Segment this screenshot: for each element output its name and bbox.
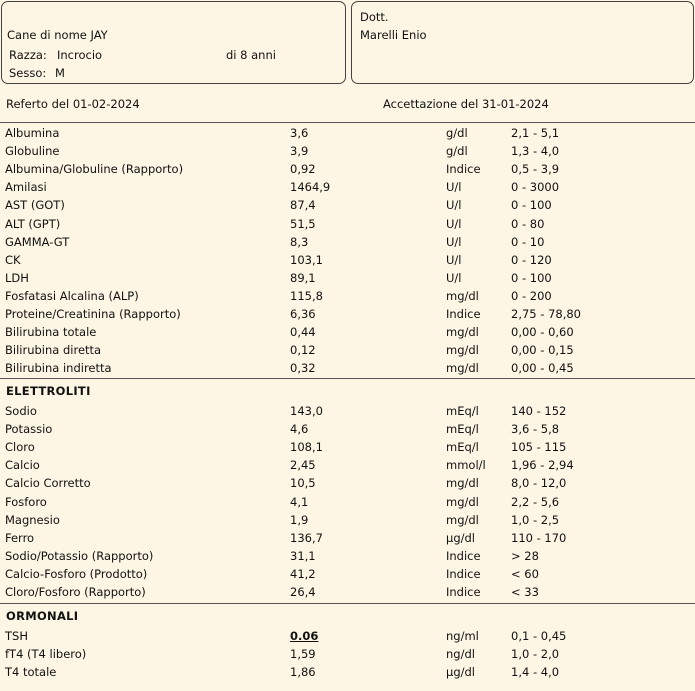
test-name: Globuline bbox=[5, 144, 60, 159]
test-name: Amilasi bbox=[5, 180, 47, 195]
test-unit: Indice bbox=[446, 162, 481, 177]
result-row bbox=[0, 422, 695, 440]
test-unit: mg/dl bbox=[446, 361, 479, 376]
result-row bbox=[0, 567, 695, 585]
reference-range: 2,75 - 78,80 bbox=[511, 307, 581, 321]
test-unit: U/l bbox=[446, 252, 462, 267]
result-row bbox=[0, 271, 695, 289]
result-row bbox=[0, 198, 695, 216]
reference-range: 1,0 - 2,0 bbox=[511, 647, 560, 662]
test-unit: mEq/l bbox=[446, 440, 479, 455]
test-unit: µg/dl bbox=[446, 665, 475, 680]
doctor-title: Dott. bbox=[360, 10, 389, 24]
sex-label: Sesso: bbox=[9, 66, 47, 80]
test-value: 31,1 bbox=[290, 548, 316, 563]
reference-range: 0 - 100 bbox=[511, 270, 552, 285]
patient-name: Cane di nome JAY bbox=[7, 28, 108, 42]
result-row bbox=[0, 476, 695, 494]
reference-range: 1,3 - 4,0 bbox=[511, 144, 560, 159]
breed-value: Incrocio bbox=[57, 48, 103, 62]
test-name: Potassio bbox=[5, 422, 53, 437]
test-unit: mg/dl bbox=[446, 288, 479, 303]
result-row bbox=[0, 343, 695, 361]
test-value: 0,12 bbox=[290, 343, 316, 358]
reference-range: 0,00 - 0,45 bbox=[511, 361, 574, 376]
test-unit: Indice bbox=[446, 548, 481, 563]
test-name: Proteine/Creatinina (Rapporto) bbox=[5, 307, 181, 321]
reference-range: 2,1 - 5,1 bbox=[511, 126, 560, 140]
result-row bbox=[0, 549, 695, 567]
test-value: 0.06 bbox=[290, 629, 319, 643]
reference-range: < 33 bbox=[511, 585, 539, 599]
test-unit: mg/dl bbox=[446, 494, 479, 509]
test-unit: U/l bbox=[446, 234, 462, 249]
test-unit: Indice bbox=[446, 585, 481, 599]
test-unit: ng/ml bbox=[446, 629, 479, 643]
test-name: Cloro bbox=[5, 440, 35, 455]
test-value: 1,9 bbox=[290, 512, 309, 527]
test-unit: U/l bbox=[446, 198, 462, 213]
test-name: T4 totale bbox=[5, 665, 57, 680]
result-row bbox=[0, 325, 695, 343]
reference-range: 2,2 - 5,6 bbox=[511, 494, 560, 509]
test-unit: mg/dl bbox=[446, 325, 479, 340]
test-name: Bilirubina totale bbox=[5, 325, 97, 340]
divider bbox=[0, 122, 695, 123]
result-row bbox=[0, 144, 695, 162]
reference-range: 3,6 - 5,8 bbox=[511, 422, 560, 437]
test-name: Ferro bbox=[5, 530, 35, 545]
test-value: 41,2 bbox=[290, 566, 316, 581]
result-row bbox=[0, 235, 695, 253]
test-name: Calcio bbox=[5, 458, 40, 473]
breed-label: Razza: bbox=[9, 48, 47, 62]
test-name: ALT (GPT) bbox=[5, 216, 61, 231]
test-name: Sodio bbox=[5, 404, 37, 418]
test-name: Albumina bbox=[5, 126, 60, 140]
test-name: Fosfatasi Alcalina (ALP) bbox=[5, 288, 139, 303]
test-unit: U/l bbox=[446, 180, 462, 195]
reference-range: 0 - 200 bbox=[511, 288, 552, 303]
patient-age: di 8 anni bbox=[226, 48, 276, 62]
reference-range: 0,1 - 0,45 bbox=[511, 629, 567, 643]
divider bbox=[0, 378, 695, 379]
reference-range: 1,4 - 4,0 bbox=[511, 665, 560, 680]
test-name: Bilirubina diretta bbox=[5, 343, 102, 358]
test-name: GAMMA-GT bbox=[5, 234, 70, 249]
test-value: 136,7 bbox=[290, 530, 323, 545]
test-value: 0,92 bbox=[290, 162, 316, 177]
test-unit: U/l bbox=[446, 270, 462, 285]
reference-range: 0,00 - 0,60 bbox=[511, 325, 574, 340]
section-title-hormones: ORMONALI bbox=[6, 609, 79, 623]
test-unit: g/dl bbox=[446, 126, 468, 140]
result-row bbox=[0, 585, 695, 603]
test-value: 1,86 bbox=[290, 665, 316, 680]
reference-range: 8,0 - 12,0 bbox=[511, 476, 567, 491]
test-name: Calcio-Fosforo (Prodotto) bbox=[5, 566, 148, 581]
result-row bbox=[0, 162, 695, 180]
test-unit: U/l bbox=[446, 216, 462, 231]
sex-value: M bbox=[55, 66, 65, 80]
test-value: 115,8 bbox=[290, 288, 323, 303]
test-value: 51,5 bbox=[290, 216, 316, 231]
test-unit: mmol/l bbox=[446, 458, 486, 473]
result-row bbox=[0, 404, 695, 422]
reference-range: 105 - 115 bbox=[511, 440, 567, 455]
test-value: 1464,9 bbox=[290, 180, 331, 195]
test-value: 10,5 bbox=[290, 476, 316, 491]
reference-range: 0 - 100 bbox=[511, 198, 552, 213]
reference-range: > 28 bbox=[511, 548, 539, 563]
test-name: fT4 (T4 libero) bbox=[5, 647, 87, 662]
test-value: 4,6 bbox=[290, 422, 309, 437]
test-value: 0,32 bbox=[290, 361, 316, 376]
reference-range: 0,00 - 0,15 bbox=[511, 343, 574, 358]
test-value: 3,9 bbox=[290, 144, 309, 159]
result-row bbox=[0, 440, 695, 458]
result-row bbox=[0, 289, 695, 307]
section-title-electrolytes: ELETTROLITI bbox=[6, 384, 91, 398]
test-value: 8,3 bbox=[290, 234, 309, 249]
result-row bbox=[0, 665, 695, 683]
test-unit: ng/dl bbox=[446, 647, 475, 662]
test-value: 26,4 bbox=[290, 585, 316, 599]
result-row bbox=[0, 647, 695, 665]
test-name: Calcio Corretto bbox=[5, 476, 91, 491]
reference-range: 140 - 152 bbox=[511, 404, 567, 418]
reference-range: 110 - 170 bbox=[511, 530, 567, 545]
test-value: 143,0 bbox=[290, 404, 323, 418]
reference-range: 0,5 - 3,9 bbox=[511, 162, 560, 177]
test-name: Fosforo bbox=[5, 494, 47, 509]
test-name: LDH bbox=[5, 270, 29, 285]
reference-range: 1,0 - 2,5 bbox=[511, 512, 560, 527]
test-unit: mEq/l bbox=[446, 404, 479, 418]
result-row bbox=[0, 180, 695, 198]
reference-range: 0 - 120 bbox=[511, 252, 552, 267]
doctor-info-box bbox=[351, 1, 694, 84]
patient-info-box bbox=[1, 1, 346, 84]
test-value: 103,1 bbox=[290, 252, 323, 267]
result-row bbox=[0, 458, 695, 476]
doctor-name: Marelli Enio bbox=[360, 28, 427, 42]
result-row bbox=[0, 361, 695, 379]
result-row bbox=[0, 531, 695, 549]
test-name: Albumina/Globuline (Rapporto) bbox=[5, 162, 184, 177]
divider bbox=[0, 603, 695, 604]
reference-range: 1,96 - 2,94 bbox=[511, 458, 574, 473]
test-name: Magnesio bbox=[5, 512, 60, 527]
test-unit: mg/dl bbox=[446, 476, 479, 491]
test-name: Cloro/Fosforo (Rapporto) bbox=[5, 585, 146, 599]
test-value: 108,1 bbox=[290, 440, 323, 455]
test-unit: µg/dl bbox=[446, 530, 475, 545]
test-name: CK bbox=[5, 252, 21, 267]
result-row bbox=[0, 513, 695, 531]
test-value: 89,1 bbox=[290, 270, 316, 285]
reference-range: 0 - 3000 bbox=[511, 180, 560, 195]
test-value: 87,4 bbox=[290, 198, 316, 213]
test-unit: mg/dl bbox=[446, 512, 479, 527]
test-value: 0,44 bbox=[290, 325, 316, 340]
test-unit: mg/dl bbox=[446, 343, 479, 358]
result-row bbox=[0, 495, 695, 513]
acceptance-date: Accettazione del 31-01-2024 bbox=[383, 97, 549, 111]
test-unit: g/dl bbox=[446, 144, 468, 159]
result-row bbox=[0, 217, 695, 235]
reference-range: < 60 bbox=[511, 566, 539, 581]
test-value: 3,6 bbox=[290, 126, 309, 140]
test-unit: Indice bbox=[446, 307, 481, 321]
test-name: AST (GOT) bbox=[5, 198, 65, 213]
test-unit: Indice bbox=[446, 566, 481, 581]
result-row bbox=[0, 307, 695, 325]
test-value: 2,45 bbox=[290, 458, 316, 473]
reference-range: 0 - 80 bbox=[511, 216, 545, 231]
test-value: 4,1 bbox=[290, 494, 309, 509]
reference-range: 0 - 10 bbox=[511, 234, 545, 249]
result-row bbox=[0, 253, 695, 271]
result-row bbox=[0, 629, 695, 647]
test-unit: mEq/l bbox=[446, 422, 479, 437]
report-date: Referto del 01-02-2024 bbox=[6, 97, 140, 111]
result-row bbox=[0, 126, 695, 144]
test-name: TSH bbox=[5, 629, 28, 643]
test-value: 6,36 bbox=[290, 307, 316, 321]
test-value: 1,59 bbox=[290, 647, 316, 662]
test-name: Sodio/Potassio (Rapporto) bbox=[5, 548, 154, 563]
test-name: Bilirubina indiretta bbox=[5, 361, 112, 376]
